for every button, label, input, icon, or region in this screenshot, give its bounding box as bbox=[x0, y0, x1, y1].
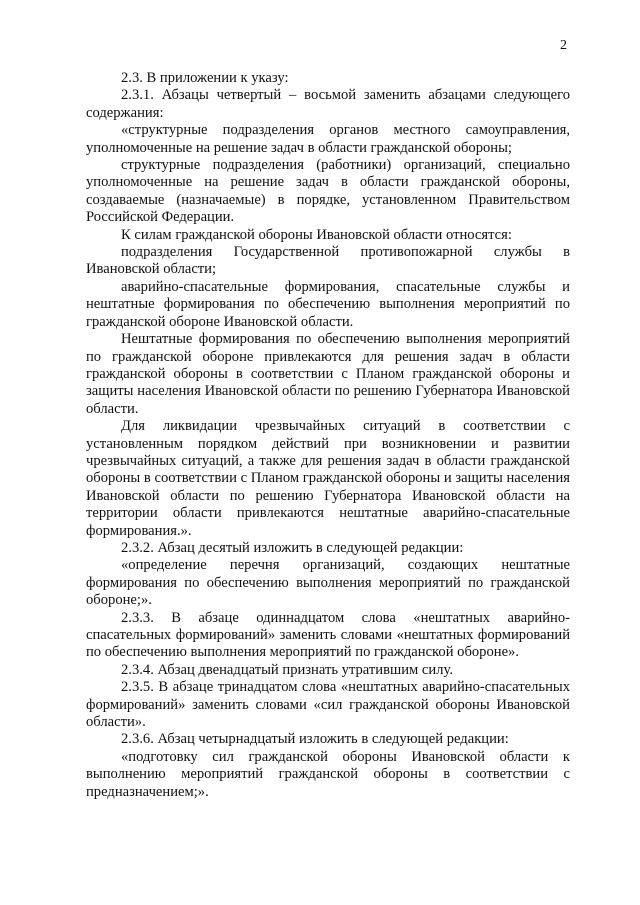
paragraph-2-3-1: 2.3.1. Абзацы четвертый – восьмой заменить абзацами следующего содержания: bbox=[86, 87, 570, 121]
paragraph: «подготовку сил гражданской обороны Ивановской области к выполнению мероприятий гражданской обороны в соответствии с предназначением;». bbox=[86, 748, 570, 800]
paragraph: «структурные подразделения органов местного самоуправления, уполномоченные на решение задач в области гражданской обороны; bbox=[86, 122, 570, 156]
paragraph-section-2-3: 2.3. В приложении к указу: bbox=[121, 70, 289, 86]
paragraph-2-3-6: 2.3.6. Абзац четырнадцатый изложить в следующей редакции: bbox=[121, 731, 509, 748]
paragraph: структурные подразделения (работники) организаций, специально уполномоченные на решение задач в области гражданской обороны, создаваемые (назначаемые) в порядке, установленном Правительством Российской Федерации. bbox=[86, 157, 570, 226]
paragraph: Для ликвидации чрезвычайных ситуаций в соответствии с установленным порядком действий при возникновении и развитии чрезвычайных ситуаций, а также для решения задач в области гражданской обороны в соответствии с Планом гражданской обороны и защиты населения Ивановской области по решению Губернатора Ивановской области на территории области привлекаются нештатные аварийно-спасательные формирования.». bbox=[86, 418, 570, 539]
document-body bbox=[86, 70, 570, 801]
paragraph: Нештатные формирования по обеспечению выполнения мероприятий по гражданской обороне привлекаются для решения задач в области гражданской обороны в соответствии с Планом гражданской обороны и защиты населения Ивановской области по решению Губернатора Ивановской области. bbox=[86, 331, 570, 417]
paragraph-2-3-3: 2.3.3. В абзаце одиннадцатом слова «нештатных аварийно-спасательных формирований» заменить словами «нештатных формирований по обеспечению выполнения мероприятий по гражданской обороне». bbox=[86, 609, 570, 661]
paragraph-2-3-2: 2.3.2. Абзац десятый изложить в следующей редакции: bbox=[121, 539, 464, 556]
paragraph-2-3-4: 2.3.4. Абзац двенадцатый признать утратившим силу. bbox=[121, 661, 453, 678]
paragraph: «определение перечня организаций, создающих нештатные формирования по обеспечению выполнения мероприятий по гражданской обороне;». bbox=[86, 557, 570, 609]
paragraph: аварийно-спасательные формирования, спасательные службы и нештатные формирования по обеспечению выполнения мероприятий по гражданской обороне Ивановской области. bbox=[86, 278, 570, 330]
page-number: 2 bbox=[560, 38, 567, 53]
paragraph: К силам гражданской обороны Ивановской области относятся: bbox=[121, 226, 512, 243]
paragraph: подразделения Государственной противопожарной службы в Ивановской области; bbox=[86, 244, 570, 278]
paragraph-2-3-5: 2.3.5. В абзаце тринадцатом слова «нештатных аварийно-спасательных формирований» заменить словами «сил гражданской обороны Ивановской области». bbox=[86, 679, 570, 731]
